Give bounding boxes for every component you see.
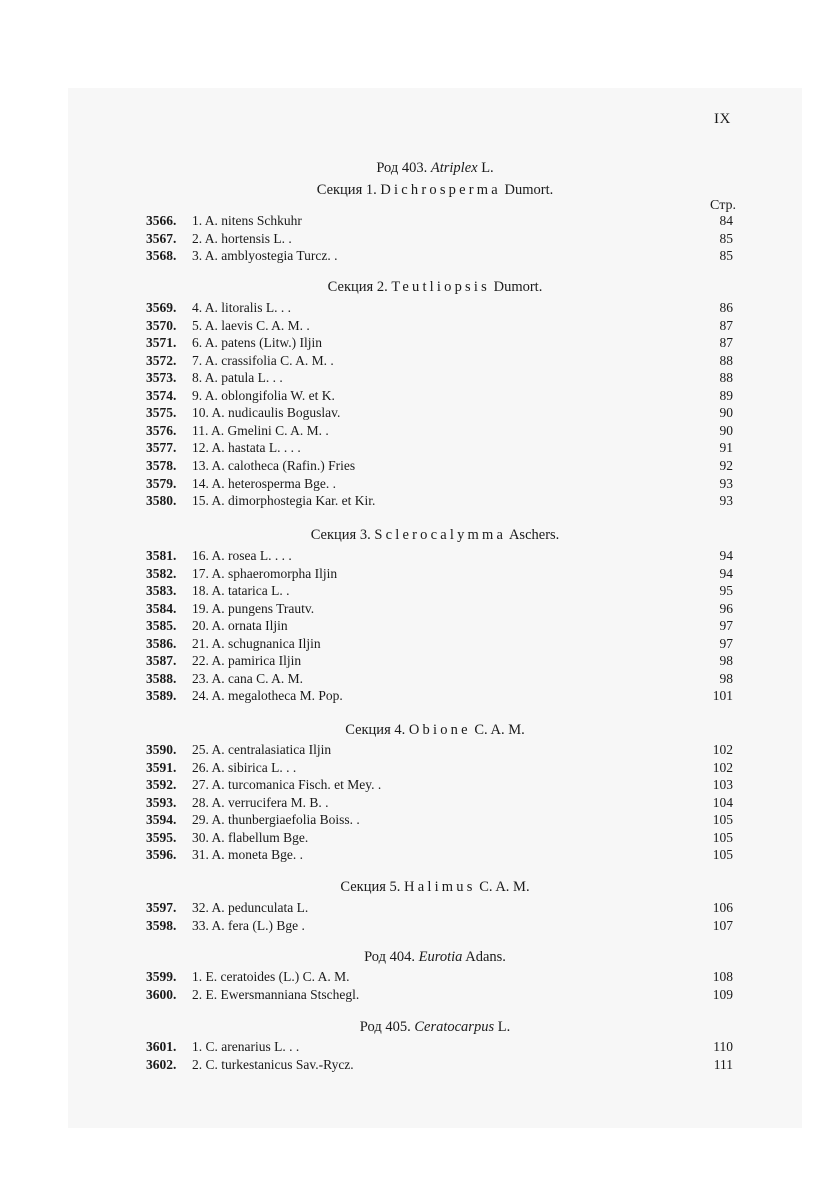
entry-number: 3589. bbox=[146, 688, 177, 704]
index-row bbox=[0, 829, 840, 847]
species-name: 14. A. heterosperma Bge. . bbox=[192, 475, 336, 491]
entry-number: 3592. bbox=[146, 777, 177, 793]
section-author: Dumort. bbox=[489, 279, 543, 295]
page-ref: 88 bbox=[719, 370, 733, 386]
entry-number: 3594. bbox=[146, 812, 177, 828]
species-name: 22. A. pamirica Iljin bbox=[192, 653, 302, 669]
entry-number: 3597. bbox=[146, 900, 177, 915]
section-author: Aschers. bbox=[506, 527, 560, 543]
page-column-header: Стр. bbox=[710, 198, 736, 213]
species-name: 3. A. amblyostegia Turcz. . bbox=[192, 248, 338, 264]
index-row bbox=[0, 565, 840, 583]
page-ref: 111 bbox=[713, 1056, 733, 1072]
genus-heading bbox=[0, 159, 840, 177]
page-ref: 97 bbox=[719, 618, 733, 634]
species-name: 5. A. laevis C. A. M. . bbox=[192, 317, 310, 333]
species-name: 29. A. thunbergiaefolia Boiss. . bbox=[192, 812, 360, 828]
page-ref: 97 bbox=[719, 635, 733, 651]
species-name: 1. A. nitens Schkuhr bbox=[192, 213, 302, 228]
genus-name: Eurotia bbox=[418, 949, 463, 965]
species-name: 25. A. centralasiatica Iljin bbox=[192, 742, 332, 757]
index-row bbox=[0, 230, 840, 248]
page-ref: 95 bbox=[719, 583, 733, 599]
index-row bbox=[0, 776, 840, 794]
species-name: 12. A. hastata L. . . . bbox=[192, 440, 301, 456]
entry-number: 3566. bbox=[146, 213, 177, 228]
entry-number: 3591. bbox=[146, 759, 177, 775]
species-name: 17. A. sphaeromorpha Iljin bbox=[192, 565, 338, 581]
page-ref: 87 bbox=[719, 335, 733, 351]
page-ref: 85 bbox=[719, 230, 733, 246]
entry-number: 3580. bbox=[146, 493, 177, 509]
page-ref: 101 bbox=[712, 688, 733, 704]
genus-heading bbox=[0, 948, 840, 966]
section-name: Teutliopsis bbox=[391, 279, 490, 295]
entry-number: 3584. bbox=[146, 600, 177, 616]
entry-number: 3600. bbox=[146, 986, 177, 1002]
entry-number: 3573. bbox=[146, 370, 177, 386]
index-row bbox=[0, 352, 840, 370]
page-ref: 85 bbox=[719, 248, 733, 264]
species-name: 23. A. cana C. A. M. bbox=[192, 670, 303, 686]
index-row bbox=[0, 404, 840, 422]
index-row bbox=[0, 422, 840, 440]
page-ref: 107 bbox=[712, 917, 733, 933]
page-ref: 110 bbox=[713, 1039, 733, 1054]
index-row bbox=[0, 582, 840, 600]
genus-author: L. bbox=[494, 1019, 511, 1035]
page-ref: 93 bbox=[719, 493, 733, 509]
genus-prefix: Род 405. bbox=[359, 1019, 415, 1035]
page-ref: 105 bbox=[712, 829, 733, 845]
page-ref: 102 bbox=[712, 759, 733, 775]
entry-number: 3596. bbox=[146, 847, 177, 863]
section-name: Sclerocalymma bbox=[374, 527, 507, 543]
index-row bbox=[0, 212, 840, 230]
species-name: 11. A. Gmelini C. A. M. . bbox=[192, 422, 329, 438]
page-ref: 94 bbox=[719, 565, 733, 581]
index-row bbox=[0, 1056, 840, 1074]
section-prefix: Секция 2. bbox=[327, 279, 392, 295]
page-ref: 105 bbox=[712, 847, 733, 863]
page-ref: 92 bbox=[719, 458, 733, 473]
entry-number: 3568. bbox=[146, 248, 177, 264]
section-heading bbox=[0, 878, 840, 896]
species-name: 18. A. tatarica L. . bbox=[192, 583, 290, 599]
index-row bbox=[0, 475, 840, 493]
entry-number: 3593. bbox=[146, 794, 177, 810]
entry-number: 3599. bbox=[146, 969, 177, 984]
page-ref: 90 bbox=[719, 405, 733, 421]
index-row bbox=[0, 547, 840, 565]
page-ref: 88 bbox=[719, 352, 733, 368]
index-row bbox=[0, 369, 840, 387]
species-name: 8. A. patula L. . . bbox=[192, 370, 283, 386]
page-ref: 108 bbox=[712, 969, 733, 984]
entry-number: 3598. bbox=[146, 917, 177, 933]
entry-number: 3601. bbox=[146, 1039, 177, 1054]
index-row bbox=[0, 617, 840, 635]
entry-number: 3585. bbox=[146, 618, 177, 634]
entry-number: 3569. bbox=[146, 300, 177, 315]
species-name: 26. A. sibirica L. . . bbox=[192, 759, 297, 775]
entry-number: 3595. bbox=[146, 829, 177, 845]
page-ref: 109 bbox=[712, 986, 733, 1002]
species-name: 21. A. schugnanica Iljin bbox=[192, 635, 321, 651]
page-ref: 98 bbox=[719, 670, 733, 686]
index-row bbox=[0, 1038, 840, 1056]
index-row bbox=[0, 986, 840, 1004]
species-name: 2. C. turkestanicus Sav.-Rycz. bbox=[192, 1056, 354, 1072]
entry-number: 3578. bbox=[146, 458, 177, 473]
section-prefix: Секция 1. bbox=[316, 182, 381, 198]
section-prefix: Секция 3. bbox=[310, 527, 375, 543]
species-name: 9. A. oblongifolia W. et K. bbox=[192, 387, 335, 403]
index-row bbox=[0, 687, 840, 705]
entry-number: 3571. bbox=[146, 335, 177, 351]
section-name: Dichrosperma bbox=[380, 182, 501, 198]
species-name: 15. A. dimorphostegia Kar. et Kir. bbox=[192, 493, 376, 509]
entry-number: 3576. bbox=[146, 422, 177, 438]
index-row bbox=[0, 600, 840, 618]
page-ref: 90 bbox=[719, 422, 733, 438]
genus-prefix: Род 404. bbox=[364, 949, 419, 965]
page-number: IX bbox=[714, 111, 731, 127]
entry-number: 3588. bbox=[146, 670, 177, 686]
entry-number: 3579. bbox=[146, 475, 177, 491]
index-row bbox=[0, 759, 840, 777]
index-row bbox=[0, 492, 840, 510]
entry-number: 3577. bbox=[146, 440, 177, 456]
section-name: Halimus bbox=[404, 879, 476, 895]
species-name: 7. A. crassifolia C. A. M. . bbox=[192, 352, 334, 368]
section-heading bbox=[0, 181, 840, 199]
entry-number: 3567. bbox=[146, 230, 177, 246]
page-ref: 84 bbox=[719, 213, 733, 228]
entry-number: 3570. bbox=[146, 317, 177, 333]
index-row bbox=[0, 299, 840, 317]
page-ref: 86 bbox=[719, 300, 733, 315]
section-author: Dumort. bbox=[500, 182, 554, 198]
page-ref: 89 bbox=[719, 387, 733, 403]
index-row bbox=[0, 968, 840, 986]
genus-name: Ceratocarpus bbox=[414, 1019, 495, 1035]
index-row bbox=[0, 670, 840, 688]
entry-number: 3602. bbox=[146, 1056, 177, 1072]
index-row bbox=[0, 741, 840, 759]
index-row bbox=[0, 794, 840, 812]
index-row bbox=[0, 439, 840, 457]
species-name: 1. C. arenarius L. . . bbox=[192, 1039, 300, 1054]
genus-prefix: Род 403. bbox=[376, 160, 431, 176]
page-ref: 105 bbox=[712, 812, 733, 828]
species-name: 6. A. patens (Litw.) Iljin bbox=[192, 335, 322, 351]
section-heading bbox=[0, 721, 840, 739]
species-name: 2. A. hortensis L. . bbox=[192, 230, 292, 246]
index-row bbox=[0, 846, 840, 864]
index-row bbox=[0, 247, 840, 265]
page-ref: 91 bbox=[719, 440, 733, 456]
index-row bbox=[0, 334, 840, 352]
page-ref: 103 bbox=[712, 777, 733, 793]
species-name: 24. A. megalotheca M. Pop. bbox=[192, 688, 343, 704]
genus-name: Atriplex bbox=[430, 160, 478, 176]
section-heading bbox=[0, 526, 840, 544]
section-author: C. A. M. bbox=[470, 722, 525, 738]
species-name: 4. A. litoralis L. . . bbox=[192, 300, 291, 315]
section-heading bbox=[0, 278, 840, 296]
index-row bbox=[0, 387, 840, 405]
section-name: Obione bbox=[408, 722, 471, 738]
species-name: 16. A. rosea L. . . . bbox=[192, 548, 292, 563]
index-row bbox=[0, 899, 840, 917]
index-row bbox=[0, 635, 840, 653]
index-row bbox=[0, 811, 840, 829]
species-name: 20. A. ornata Iljin bbox=[192, 618, 288, 634]
page-ref: 106 bbox=[712, 900, 733, 915]
entry-number: 3574. bbox=[146, 387, 177, 403]
entry-number: 3582. bbox=[146, 565, 177, 581]
entry-number: 3586. bbox=[146, 635, 177, 651]
page-ref: 98 bbox=[719, 653, 733, 669]
section-prefix: Секция 4. bbox=[345, 722, 409, 738]
page-ref: 102 bbox=[712, 742, 733, 757]
entry-number: 3583. bbox=[146, 583, 177, 599]
page-ref: 96 bbox=[719, 600, 733, 616]
species-name: 32. A. pedunculata L. bbox=[192, 900, 309, 915]
species-name: 33. A. fera (L.) Bge . bbox=[192, 917, 305, 933]
species-name: 30. A. flabellum Bge. bbox=[192, 829, 309, 845]
page-ref: 87 bbox=[719, 317, 733, 333]
genus-author: L. bbox=[477, 160, 494, 176]
section-author: C. A. M. bbox=[475, 879, 530, 895]
entry-number: 3572. bbox=[146, 352, 177, 368]
entry-number: 3575. bbox=[146, 405, 177, 421]
genus-author: Adans. bbox=[462, 949, 506, 965]
species-name: 13. A. calotheca (Rafin.) Fries bbox=[192, 458, 356, 473]
species-name: 1. E. ceratoides (L.) C. A. M. bbox=[192, 969, 350, 984]
index-row bbox=[0, 652, 840, 670]
species-name: 19. A. pungens Trautv. bbox=[192, 600, 315, 616]
index-row bbox=[0, 917, 840, 935]
entry-number: 3587. bbox=[146, 653, 177, 669]
page-ref: 94 bbox=[719, 548, 733, 563]
species-name: 31. A. moneta Bge. . bbox=[192, 847, 303, 863]
species-name: 2. E. Ewersmanniana Stschegl. bbox=[192, 986, 360, 1002]
species-name: 10. A. nudicaulis Boguslav. bbox=[192, 405, 341, 421]
species-name: 27. A. turcomanica Fisch. et Mey. . bbox=[192, 777, 382, 793]
page-ref: 104 bbox=[712, 794, 733, 810]
page-ref: 93 bbox=[719, 475, 733, 491]
index-row bbox=[0, 317, 840, 335]
index-row bbox=[0, 457, 840, 475]
species-name: 28. A. verrucifera M. B. . bbox=[192, 794, 329, 810]
entry-number: 3581. bbox=[146, 548, 177, 563]
entry-number: 3590. bbox=[146, 742, 177, 757]
section-prefix: Секция 5. bbox=[340, 879, 405, 895]
genus-heading bbox=[0, 1018, 840, 1036]
